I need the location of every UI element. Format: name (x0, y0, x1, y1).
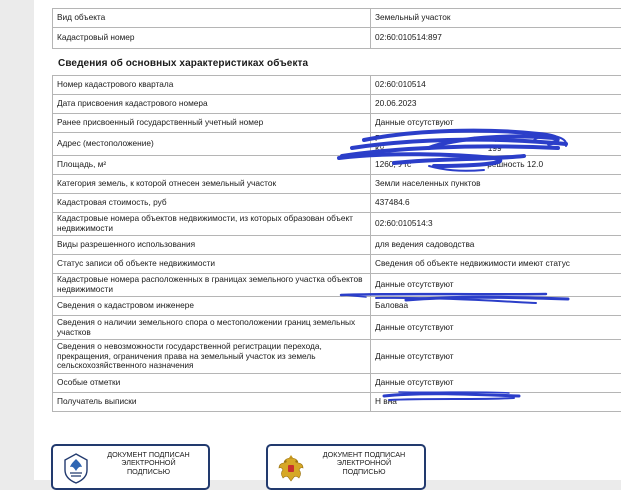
row-label: Сведения о невозможности государственной регистрации перехода, прекращения, ограничения права на земельный участок из земель сельскохозяйственного назначения (53, 340, 371, 374)
row-label: Особые отметки (53, 374, 371, 393)
object-type-table (52, 8, 621, 49)
stamp-line: ЭЛЕКТРОННОЙ (93, 459, 204, 467)
row-value: Земельный участок (371, 9, 621, 28)
row-value: Данные отсутствуют (371, 340, 621, 374)
row-label: Кадастровый номер (53, 28, 371, 49)
row-label: Адрес (местоположение) (53, 133, 371, 156)
table-row (53, 194, 621, 213)
rosreestr-emblem-icon (61, 452, 91, 484)
table-row (53, 255, 621, 274)
row-value: Баловаа (371, 297, 621, 316)
row-label: Дата присвоения кадастрового номера (53, 95, 371, 114)
table-row (53, 28, 621, 49)
table-row (53, 374, 621, 393)
characteristics-table (52, 75, 621, 412)
stamp-line: ПОДПИСЬЮ (308, 468, 420, 476)
row-value: Данные отсутствуют (371, 274, 621, 297)
row-value: Данные отсутствуют (371, 374, 621, 393)
e-signature-stamp-rosreestr (51, 444, 210, 490)
row-value: Данные отсутствуют (371, 114, 621, 133)
table-row (53, 133, 621, 156)
table-row (53, 156, 621, 175)
row-value: 02:60:010514:897 (371, 28, 621, 49)
table-row (53, 114, 621, 133)
double-headed-eagle-icon (276, 452, 306, 484)
row-value: Р остан, Ку 199 (371, 133, 621, 156)
stamp-line: ЭЛЕКТРОННОЙ (308, 459, 420, 467)
row-label: Номер кадастрового квартала (53, 76, 371, 95)
row-label: Категория земель, к которой отнесен земельный участок (53, 175, 371, 194)
e-signature-stamp-eagle (266, 444, 426, 490)
row-label: Сведения о наличии земельного спора о местоположении границ земельных участков (53, 316, 371, 340)
table-row (53, 95, 621, 114)
row-label: Виды разрешенного использования (53, 236, 371, 255)
table-row (53, 274, 621, 297)
row-value: Данные отсутствуют (371, 316, 621, 340)
row-value: Н вна (371, 393, 621, 412)
extract-page (34, 0, 621, 480)
row-label: Площадь, м² (53, 156, 371, 175)
row-value: 02:60:010514 (371, 76, 621, 95)
table-row (53, 297, 621, 316)
table-row (53, 175, 621, 194)
stamp-caption (93, 451, 204, 476)
stamp-caption (308, 451, 420, 476)
row-label: Вид объекта (53, 9, 371, 28)
row-label: Статус записи об объекте недвижимости (53, 255, 371, 274)
row-label: Получатель выписки (53, 393, 371, 412)
table-row (53, 236, 621, 255)
section-title: Сведения об основных характеристиках объекта (58, 58, 308, 69)
row-value: Земли населенных пунктов (371, 175, 621, 194)
table-row (53, 393, 621, 412)
table-row (53, 9, 621, 28)
row-value: Сведения об объекте недвижимости имеют статус (371, 255, 621, 274)
table-row (53, 316, 621, 340)
row-value: 437484.6 (371, 194, 621, 213)
row-value: для ведения садоводства (371, 236, 621, 255)
table-row (53, 76, 621, 95)
row-label: Ранее присвоенный государственный учетный номер (53, 114, 371, 133)
row-label: Кадастровая стоимость, руб (53, 194, 371, 213)
row-label: Сведения о кадастровом инженере (53, 297, 371, 316)
row-value: 1260, Утс решность 12.0 (371, 156, 621, 175)
stamp-line: ДОКУМЕНТ ПОДПИСАН (93, 451, 204, 459)
table-row (53, 340, 621, 374)
table-row (53, 213, 621, 236)
row-label: Кадастровые номера объектов недвижимости, из которых образован объект недвижимости (53, 213, 371, 236)
stamp-line: ПОДПИСЬЮ (93, 468, 204, 476)
row-label: Кадастровые номера расположенных в границах земельного участка объектов недвижимости (53, 274, 371, 297)
row-value: 20.06.2023 (371, 95, 621, 114)
row-value: 02:60:010514:3 (371, 213, 621, 236)
stamp-line: ДОКУМЕНТ ПОДПИСАН (308, 451, 420, 459)
